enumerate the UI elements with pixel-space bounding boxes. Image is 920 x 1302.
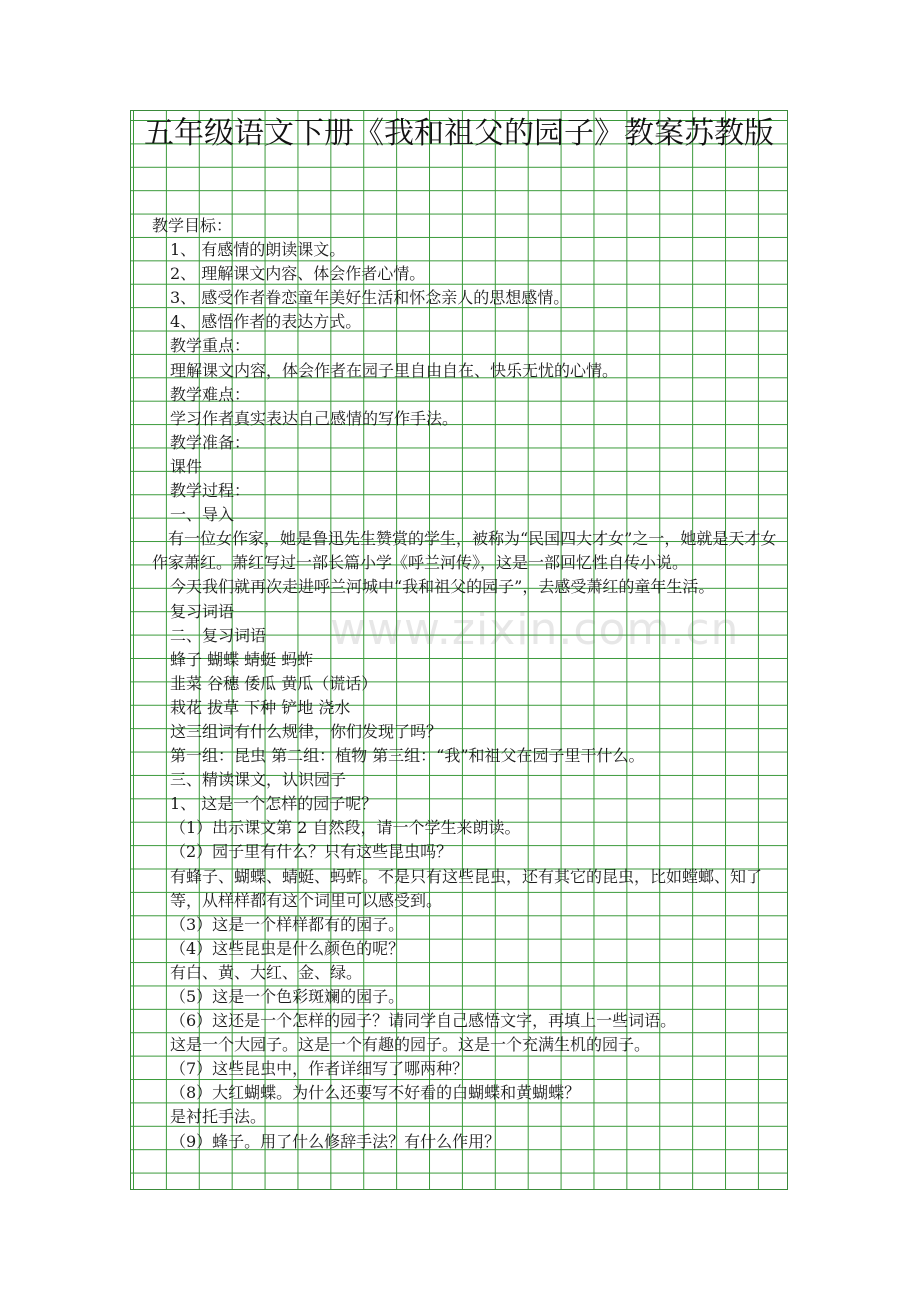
- text-line: 理解课文内容，体会作者在园子里自由自在、快乐无忧的心情。: [170, 360, 619, 380]
- text-line: 1、 这是一个怎样的园子呢？: [170, 794, 378, 814]
- text-line: （9）蜂子。用了什么修辞手法？有什么作用？: [170, 1131, 501, 1151]
- text-line: （6）这还是一个怎样的园子？请同学自己感悟文字，再填上一些词语。: [170, 1011, 677, 1031]
- text-line: 教学准备：: [170, 432, 251, 452]
- text-line: 教学目标：: [152, 216, 233, 235]
- text-line: 教学难点：: [170, 384, 251, 404]
- text-line: 三、精读课文，认识园子: [170, 770, 347, 790]
- text-line: （8）大红蝴蝶。为什么还要写不好看的白蝴蝶和黄蝴蝶？: [170, 1083, 581, 1103]
- text-line: 有一位女作家，她是鲁迅先生赞赏的学生，被称为“民国四大才女”之一，她就是天才女作家萧红。萧红写过一部长篇小学《呼兰河传》，这是一部回忆性自传小说。: [152, 529, 777, 573]
- text-line: （5）这是一个色彩斑斓的园子。: [170, 987, 405, 1006]
- text-line: 复习词语: [170, 601, 235, 621]
- document-title: 五年级语文下册《我和祖父的园子》教案苏教版: [144, 116, 774, 151]
- text-line: 是衬托手法。: [170, 1107, 267, 1127]
- text-line: 教学过程：: [170, 481, 251, 501]
- text-line: 一、导入: [170, 505, 235, 525]
- text-line: 第一组：昆虫 第二组：植物 第三组：“我”和祖父在园子里干什么。: [170, 746, 645, 766]
- text-line: （3）这是一个样样都有的园子。: [170, 914, 405, 934]
- text-line: 二、复习词语: [170, 625, 267, 645]
- text-line: 课件: [170, 456, 203, 476]
- document-body: [130, 214, 788, 1154]
- text-line: （2）园子里有什么？只有这些昆虫吗？: [170, 842, 453, 862]
- text-line: 4、 感悟作者的表达方式。: [170, 312, 362, 332]
- text-line: 这是一个大园子。这是一个有趣的园子。这是一个充满生机的园子。: [170, 1035, 651, 1055]
- text-line: 今天我们就再次走进呼兰河城中“我和祖父的园子”，去感受萧红的童年生活。: [170, 577, 715, 597]
- text-line: 有蜂子、蝴蝶、蜻蜓、蚂蚱。不是只有这些昆虫，还有其它的昆虫，比如螳螂、知了等，从样样都有这个词里可以感受到。: [170, 866, 763, 910]
- text-line: 栽花 拔草 下种 铲地 浇水: [170, 697, 351, 717]
- text-line: 2、 理解课文内容、体会作者心情。: [170, 264, 426, 284]
- text-line: 有白、黄、大红、金、绿。: [170, 962, 363, 982]
- text-line: （7）这些昆虫中，作者详细写了哪两种？: [170, 1059, 469, 1079]
- text-line: 教学重点：: [170, 336, 251, 356]
- text-line: 1、 有感情的朗读课文。: [170, 240, 346, 260]
- text-line: 学习作者真实表达自己感情的写作手法。: [170, 408, 459, 428]
- text-line: 这三组词有什么规律，你们发现了吗？: [170, 721, 443, 741]
- text-line: （4）这些昆虫是什么颜色的呢？: [170, 938, 405, 958]
- text-line: 蜂子 蝴蝶 蜻蜓 蚂蚱: [170, 649, 314, 669]
- text-line: 韭菜 谷穗 倭瓜 黄瓜（谎话）: [170, 673, 378, 693]
- text-line: （1）出示课文第 2 自然段，请一个学生来朗读。: [170, 818, 521, 838]
- text-line: 3、 感受作者眷恋童年美好生活和怀念亲人的思想感情。: [170, 288, 570, 308]
